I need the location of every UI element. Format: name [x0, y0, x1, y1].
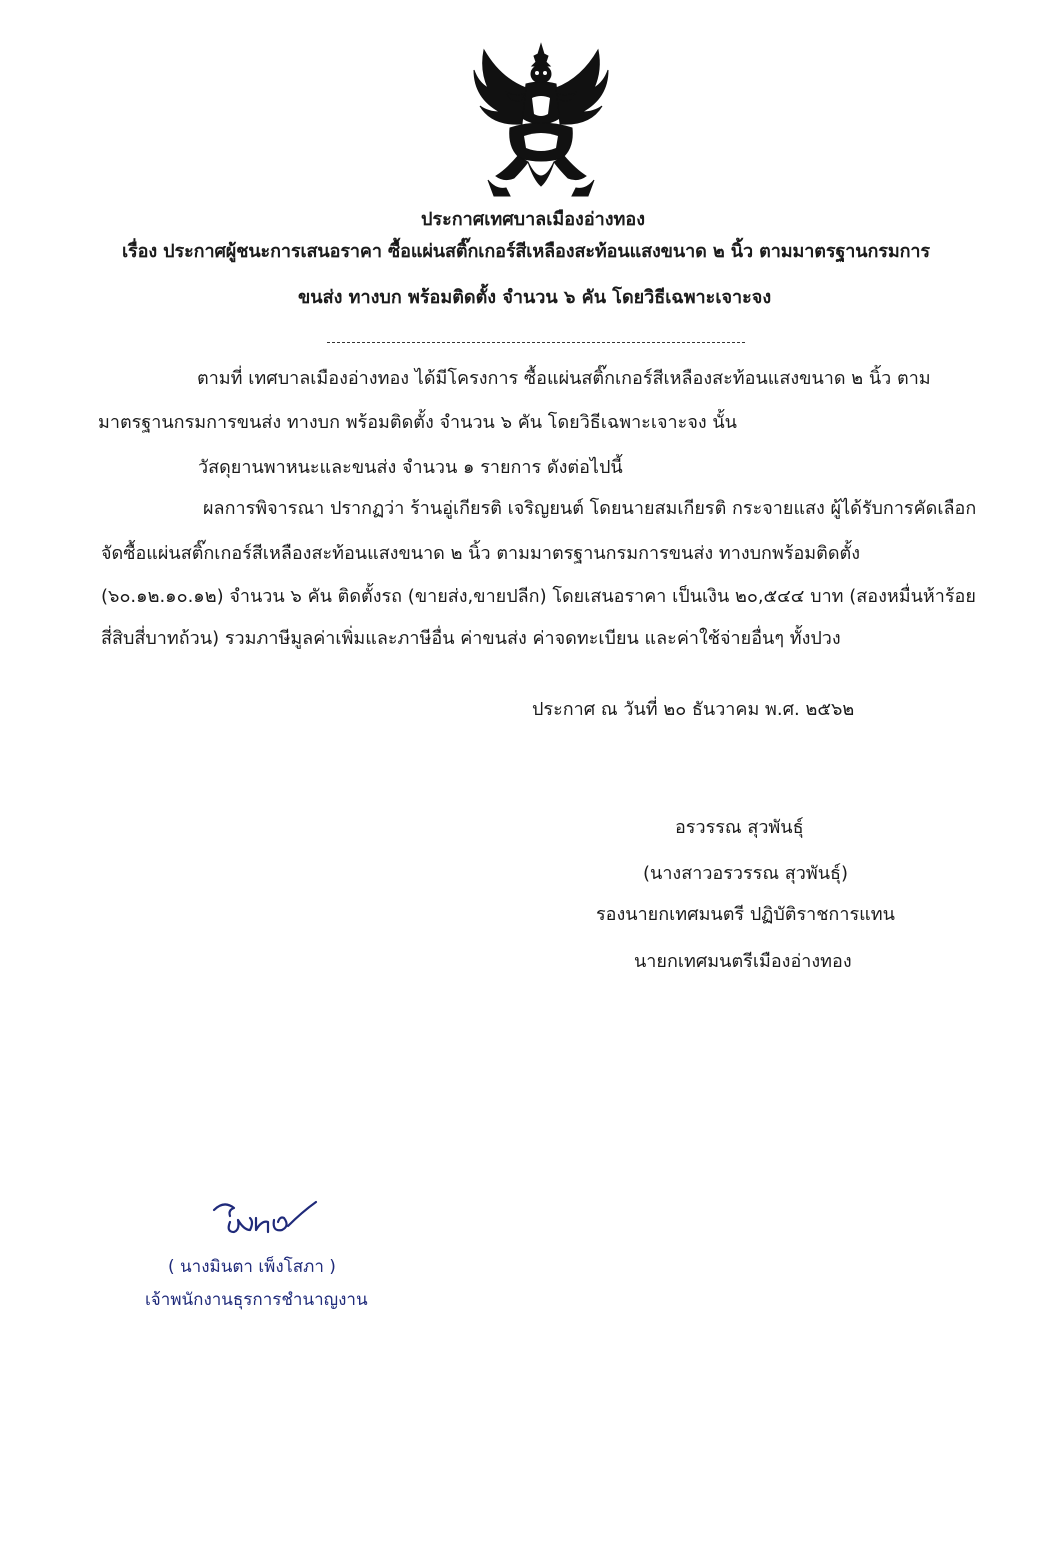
clerk-position: เจ้าพนักงานธุรการชำนาญงาน [145, 1290, 368, 1310]
clerk-name: ( นางมินตา เพ็งโสภา ) [168, 1257, 336, 1277]
signature-position-1: รองนายกเทศมนตรี ปฏิบัติราชการแทน [596, 904, 895, 925]
garuda-emblem-icon [470, 40, 612, 202]
body-line-4: ผลการพิจารณา ปรากฏว่า ร้านอู่เกียรติ เจริญยนต์ โดยนายสมเกียรติ กระจายแสง ผู้ได้รับการคัดเลือก [203, 498, 977, 519]
subject-line-1: เรื่อง ประกาศผู้ชนะการเสนอราคา ซื้อแผ่นสติ๊กเกอร์สีเหลืองสะท้อนแสงขนาด ๒ นิ้ว ตามมาตรฐานกรมการ [122, 241, 930, 262]
signature-full-name: (นางสาวอรวรรณ สุวพันธุ์) [643, 863, 849, 884]
header-divider [327, 342, 745, 343]
clerk-initials-signature [210, 1196, 320, 1244]
subject-line-2: ขนส่ง ทางบก พร้อมติดตั้ง จำนวน ๖ คัน โดยวิธีเฉพาะเจาะจง [298, 287, 772, 308]
announce-date: ประกาศ ณ วันที่ ๒๐ ธันวาคม พ.ศ. ๒๕๖๒ [532, 699, 855, 720]
body-line-5: จัดซื้อแผ่นสติ๊กเกอร์สีเหลืองสะท้อนแสงขนาด ๒ นิ้ว ตามมาตรฐานกรมการขนส่ง ทางบกพร้อมติดตั้ง [101, 543, 861, 564]
body-line-7: สี่สิบสี่บาทถ้วน) รวมภาษีมูลค่าเพิ่มและภาษีอื่น ค่าขนส่ง ค่าจดทะเบียน และค่าใช้จ่ายอื่นๆ ทั้งปวง [101, 628, 841, 649]
announcement-title: ประกาศเทศบาลเมืองอ่างทอง [421, 209, 645, 230]
body-line-1: ตามที่ เทศบาลเมืองอ่างทอง ได้มีโครงการ ซื้อแผ่นสติ๊กเกอร์สีเหลืองสะท้อนแสงขนาด ๒ นิ้ว ตาม [197, 368, 931, 389]
body-line-3: วัสดุยานพาหนะและขนส่ง จำนวน ๑ รายการ ดังต่อไปนี้ [198, 457, 623, 478]
body-line-2: มาตรฐานกรมการขนส่ง ทางบก พร้อมติดตั้ง จำนวน ๖ คัน โดยวิธีเฉพาะเจาะจง นั้น [98, 412, 737, 433]
signature-name: อรวรรณ สุวพันธุ์ [675, 817, 804, 838]
signature-position-2: นายกเทศมนตรีเมืองอ่างทอง [634, 951, 852, 972]
body-line-6: (๖๐.๑๒.๑๐.๑๒) จำนวน ๖ คัน ติดตั้งรถ (ขายส่ง,ขายปลีก) โดยเสนอราคา เป็นเงิน ๒๐,๕๔๔ บาท (สองหมื่นห้าร้อย [101, 586, 976, 607]
